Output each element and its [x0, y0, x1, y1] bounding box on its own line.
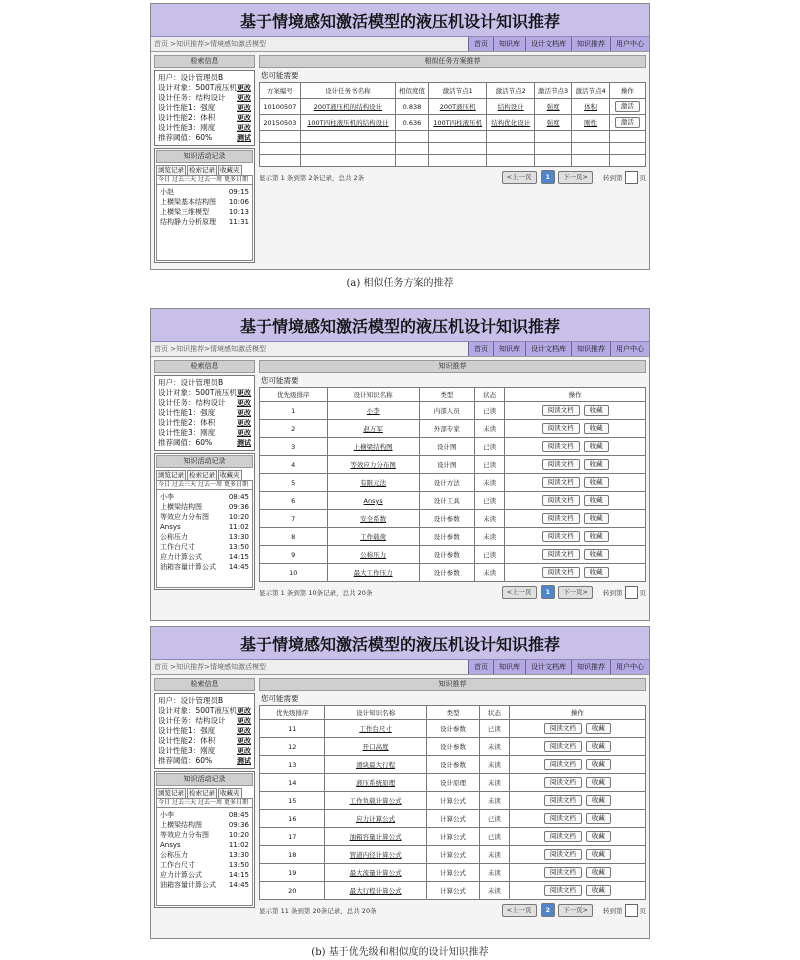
nav-design-docs[interactable]: 设计文档库 — [525, 37, 571, 51]
filter-week[interactable]: 过去一周 — [198, 481, 223, 488]
filter-more[interactable]: 更多日期 — [224, 481, 249, 488]
table-row: 14 液压系统原理 设计原理 未读 阅读文档 收藏 — [260, 774, 646, 792]
pagination-info: 显示第 1 条到第 10条记录，总共 20条 — [259, 588, 373, 597]
breadcrumb: 首页 >知识推荐>情境感知激活模型 — [154, 40, 266, 48]
list-item[interactable]: 油箱容量计算公式 14:45 — [160, 563, 249, 571]
section-header: 知识推荐 — [259, 360, 646, 373]
section-header: 知识推荐 — [259, 678, 646, 691]
activate-button[interactable]: 激活 — [615, 101, 640, 112]
table-row: 20150503 100T四柱液压机的结构设计 0.636 100T四柱液压机 结构优化设计 强度 刚性 激活 — [260, 115, 646, 131]
goto-page-input[interactable] — [625, 586, 638, 599]
tab-search[interactable]: 检索记录 — [189, 789, 215, 797]
read-doc-button[interactable]: 阅读文档 — [542, 549, 580, 560]
favorite-button[interactable]: 收藏 — [584, 441, 609, 452]
prev-page-button[interactable]: <上一页 — [502, 171, 537, 184]
table-row: 12 开口高度 设计参数 未读 阅读文档 收藏 — [260, 738, 646, 756]
maybe-need-label: 您可能需要 — [261, 376, 299, 385]
col-header: 激活节点2 — [487, 83, 534, 99]
activity-header: 知识活动记录 — [156, 773, 253, 786]
read-doc-button[interactable]: 阅读文档 — [542, 477, 580, 488]
favorite-button[interactable]: 收藏 — [586, 813, 611, 824]
table-row: 8 工作载荷 设计参数 未读 阅读文档 收藏 — [260, 528, 646, 546]
read-doc-button[interactable]: 阅读文档 — [542, 531, 580, 542]
change-link[interactable]: 更改 — [237, 737, 251, 745]
favorite-button[interactable]: 收藏 — [586, 849, 611, 860]
right-column — [259, 55, 646, 263]
prev-page-button[interactable]: <上一页 — [502, 586, 537, 599]
search-info-header: 检索信息 — [154, 678, 255, 691]
col-header: 状态 — [474, 388, 504, 402]
col-header: 状态 — [480, 706, 509, 720]
current-page[interactable]: 1 — [541, 170, 556, 184]
pagination — [259, 585, 646, 599]
favorite-button[interactable]: 收藏 — [586, 867, 611, 878]
read-doc-button[interactable]: 阅读文档 — [542, 459, 580, 470]
read-doc-button[interactable]: 阅读文档 — [542, 405, 580, 416]
left-column — [154, 678, 255, 917]
nav-bar — [151, 342, 649, 357]
info-label: 推荐阈值：60% — [158, 756, 213, 765]
activate-button[interactable]: 激活 — [615, 117, 640, 128]
change-link[interactable]: 更改 — [237, 409, 251, 417]
nav-user-center[interactable]: 用户中心 — [610, 37, 649, 51]
tab-browse[interactable]: 浏览记录 — [158, 166, 184, 174]
change-link[interactable]: 更改 — [237, 429, 251, 437]
list-item[interactable]: 应力计算公式 14:15 — [160, 553, 249, 561]
list-item[interactable]: 上横梁基本结构图 10:06 — [160, 198, 249, 206]
user-info-box — [154, 70, 255, 146]
user-name: 用户：设计管理员B — [158, 378, 224, 387]
pagination — [259, 170, 646, 184]
tab-browse[interactable]: 浏览记录 — [158, 471, 184, 479]
filter-3days[interactable]: 过去三天 — [172, 481, 197, 488]
maybe-need-label: 您可能需要 — [261, 694, 299, 703]
favorite-button[interactable]: 收藏 — [584, 549, 609, 560]
pagination-info: 显示第 1 条到第 2条记录，总共 2条 — [259, 173, 365, 182]
col-header: 激活节点1 — [428, 83, 487, 99]
table-row: 6 Ansys 设计工具 已读 阅读文档 收藏 — [260, 492, 646, 510]
next-page-button[interactable]: 下一页> — [558, 586, 593, 599]
change-link[interactable]: 更改 — [237, 104, 251, 112]
col-header: 激活节点4 — [572, 83, 609, 99]
info-label: 设计性能3：刚度 — [158, 746, 216, 755]
read-doc-button[interactable]: 阅读文档 — [544, 813, 582, 824]
test-link[interactable]: 测试 — [237, 134, 251, 142]
change-link[interactable]: 更改 — [237, 84, 251, 92]
read-doc-button[interactable]: 阅读文档 — [544, 831, 582, 842]
nav-buttons — [468, 660, 649, 674]
filter-week[interactable]: 过去一周 — [198, 799, 223, 806]
list-item[interactable]: 等效应力分布图 10:20 — [160, 513, 249, 521]
col-header: 设计知识名称 — [327, 388, 419, 402]
page-title: 基于情境感知激活模型的液压机设计知识推荐 — [151, 4, 649, 37]
pagination — [259, 903, 646, 917]
col-header: 设计知识名称 — [325, 706, 426, 720]
col-header: 类型 — [419, 388, 474, 402]
nav-bar — [151, 660, 649, 675]
table-row: 15 工作负载计算公式 计算公式 未读 阅读文档 收藏 — [260, 792, 646, 810]
table-row: 4 等效应力分布图 设计图 已读 阅读文档 收藏 — [260, 456, 646, 474]
table-row: 10 最大工作压力 设计参数 未读 阅读文档 收藏 — [260, 564, 646, 582]
time-filter — [156, 798, 253, 808]
favorite-button[interactable]: 收藏 — [584, 567, 609, 578]
read-doc-button[interactable]: 阅读文档 — [542, 495, 580, 506]
current-page[interactable]: 1 — [541, 585, 556, 599]
filter-3days[interactable]: 过去三天 — [172, 176, 197, 183]
read-doc-button[interactable]: 阅读文档 — [542, 567, 580, 578]
info-label: 设计性能1：强度 — [158, 103, 216, 112]
table-row: 16 应力计算公式 计算公式 已读 阅读文档 收藏 — [260, 810, 646, 828]
panel-knowledge-page1 — [150, 308, 650, 621]
tab-search[interactable]: 检索记录 — [189, 471, 215, 479]
change-link[interactable]: 更改 — [237, 124, 251, 132]
read-doc-button[interactable]: 阅读文档 — [544, 885, 582, 896]
right-column — [259, 678, 646, 917]
knowledge-table — [259, 387, 646, 582]
read-doc-button[interactable]: 阅读文档 — [544, 759, 582, 770]
tab-favorites[interactable]: 收藏夹 — [220, 789, 240, 797]
list-item[interactable]: 结构静力分析原理 11:31 — [160, 218, 249, 226]
pagination-info: 显示第 11 条到第 20条记录，总共 20条 — [259, 906, 377, 915]
nav-buttons — [468, 342, 649, 356]
nav-recommend[interactable]: 知识推荐 — [571, 660, 610, 674]
table-row: 2 赵万军 外部专家 未读 阅读文档 收藏 — [260, 420, 646, 438]
change-link[interactable]: 更改 — [237, 419, 251, 427]
knowledge-table — [259, 705, 646, 900]
list-item[interactable]: 上横梁结构图 09:36 — [160, 503, 249, 511]
list-item[interactable]: 油箱容量计算公式 14:45 — [160, 881, 249, 889]
nav-design-docs[interactable]: 设计文档库 — [525, 660, 571, 674]
list-item[interactable]: 公称压力 13:30 — [160, 533, 249, 541]
list-item[interactable]: 小李 08:45 — [160, 811, 249, 819]
info-label: 设计性能3：刚度 — [158, 428, 216, 437]
info-label: 设计性能3：刚度 — [158, 123, 216, 132]
list-item[interactable]: 上横梁三维模型 10:13 — [160, 208, 249, 216]
nav-home[interactable]: 首页 — [468, 660, 493, 674]
nav-home[interactable]: 首页 — [468, 342, 493, 356]
info-label: 设计任务：结构设计 — [158, 716, 226, 725]
change-link[interactable]: 更改 — [237, 399, 251, 407]
activity-header: 知识活动记录 — [156, 455, 253, 468]
col-header: 优先级排序 — [260, 388, 328, 402]
read-doc-button[interactable]: 阅读文档 — [542, 423, 580, 434]
info-label: 设计对象：500T液压机 — [158, 83, 237, 92]
caption-a: (a) 相似任务方案的推荐 — [346, 278, 454, 289]
info-label: 设计性能1：强度 — [158, 726, 216, 735]
filter-week[interactable]: 过去一周 — [198, 176, 223, 183]
goto-label: 转到第 — [603, 588, 623, 597]
list-item[interactable]: 小李 08:45 — [160, 493, 249, 501]
activity-box — [154, 453, 255, 590]
read-doc-button[interactable]: 阅读文档 — [542, 513, 580, 524]
read-doc-button[interactable]: 阅读文档 — [544, 777, 582, 788]
goto-suffix: 页 — [639, 588, 646, 597]
table-row: 13 滑块最大行程 设计参数 未读 阅读文档 收藏 — [260, 756, 646, 774]
table-row: 5 有限元法 设计方法 未读 阅读文档 收藏 — [260, 474, 646, 492]
filter-more[interactable]: 更多日期 — [224, 799, 249, 806]
favorite-button[interactable]: 收藏 — [586, 759, 611, 770]
info-label: 设计性能2：体积 — [158, 418, 216, 427]
favorite-button[interactable]: 收藏 — [586, 741, 611, 752]
favorite-button[interactable]: 收藏 — [586, 723, 611, 734]
nav-home[interactable]: 首页 — [468, 37, 493, 51]
change-link[interactable]: 更改 — [237, 747, 251, 755]
read-doc-button[interactable]: 阅读文档 — [544, 723, 582, 734]
change-link[interactable]: 更改 — [237, 389, 251, 397]
next-page-button[interactable]: 下一页> — [558, 904, 593, 917]
tab-favorites[interactable]: 收藏夹 — [220, 166, 240, 174]
info-label: 设计对象：500T液压机 — [158, 706, 237, 715]
time-filter — [156, 175, 253, 185]
tab-browse[interactable]: 浏览记录 — [158, 789, 184, 797]
favorite-button[interactable]: 收藏 — [584, 477, 609, 488]
table-row: 17 油箱容量计算公式 计算公式 已读 阅读文档 收藏 — [260, 828, 646, 846]
user-info-box — [154, 693, 255, 769]
page-title: 基于情境感知激活模型的液压机设计知识推荐 — [151, 309, 649, 342]
favorite-button[interactable]: 收藏 — [586, 795, 611, 806]
breadcrumb: 首页 >知识推荐>情境感知激活模型 — [154, 663, 266, 671]
read-doc-button[interactable]: 阅读文档 — [542, 441, 580, 452]
info-label: 推荐阈值：60% — [158, 133, 213, 142]
activity-header: 知识活动记录 — [156, 150, 253, 163]
list-item[interactable]: Ansys 11:02 — [160, 523, 249, 531]
activity-box — [154, 771, 255, 908]
nav-buttons — [468, 37, 649, 51]
task-table — [259, 82, 646, 167]
change-link[interactable]: 更改 — [237, 114, 251, 122]
col-header: 相似度值 — [396, 83, 429, 99]
change-link[interactable]: 更改 — [237, 717, 251, 725]
change-link[interactable]: 更改 — [237, 707, 251, 715]
right-column — [259, 360, 646, 599]
col-header: 操作 — [509, 706, 645, 720]
read-doc-button[interactable]: 阅读文档 — [544, 849, 582, 860]
list-item[interactable]: 工作台尺寸 13:50 — [160, 861, 249, 869]
favorite-button[interactable]: 收藏 — [586, 885, 611, 896]
read-doc-button[interactable]: 阅读文档 — [544, 867, 582, 878]
col-header: 优先级排序 — [260, 706, 325, 720]
section-header: 相似任务方案推荐 — [259, 55, 646, 68]
favorite-button[interactable]: 收藏 — [584, 459, 609, 470]
activity-box — [154, 148, 255, 263]
filter-3days[interactable]: 过去三天 — [172, 799, 197, 806]
favorite-button[interactable]: 收藏 — [584, 423, 609, 434]
goto-label: 转到第 — [603, 906, 623, 915]
activity-list — [156, 490, 253, 588]
table-row: 20 最大行程计算公式 计算公式 未读 阅读文档 收藏 — [260, 882, 646, 900]
list-item[interactable]: 公称压力 13:30 — [160, 851, 249, 859]
info-label: 设计任务：结构设计 — [158, 398, 226, 407]
read-doc-button[interactable]: 阅读文档 — [544, 741, 582, 752]
tab-favorites[interactable]: 收藏夹 — [220, 471, 240, 479]
info-label: 设计性能1：强度 — [158, 408, 216, 417]
table-row: 10100507 200T液压机的结构设计 0.838 200T液压机 结构设计 强度 体积 激活 — [260, 99, 646, 115]
favorite-button[interactable]: 收藏 — [584, 531, 609, 542]
list-item[interactable]: Ansys 11:02 — [160, 841, 249, 849]
table-row: 11 工作台尺寸 设计参数 已读 阅读文档 收藏 — [260, 720, 646, 738]
nav-knowledge-base[interactable]: 知识库 — [493, 342, 525, 356]
left-column — [154, 360, 255, 599]
panel-knowledge-page2 — [150, 626, 650, 939]
list-item[interactable]: 上横梁结构图 09:36 — [160, 821, 249, 829]
goto-suffix: 页 — [639, 906, 646, 915]
read-doc-button[interactable]: 阅读文档 — [544, 795, 582, 806]
table-row: 19 最大流量计算公式 计算公式 未读 阅读文档 收藏 — [260, 864, 646, 882]
page-title: 基于情境感知激活模型的液压机设计知识推荐 — [151, 627, 649, 660]
goto-page-input[interactable] — [625, 171, 638, 184]
test-link[interactable]: 测试 — [237, 439, 251, 447]
next-page-button[interactable]: 下一页> — [558, 171, 593, 184]
goto-page-input[interactable] — [625, 904, 638, 917]
list-item[interactable]: 小赵 09:15 — [160, 188, 249, 196]
caption-b: (b) 基于优先级和相似度的设计知识推荐 — [311, 947, 489, 958]
list-item[interactable]: 工作台尺寸 13:50 — [160, 543, 249, 551]
favorite-button[interactable]: 收藏 — [584, 405, 609, 416]
info-label: 推荐阈值：60% — [158, 438, 213, 447]
goto-label: 转到第 — [603, 173, 623, 182]
filter-today[interactable]: 今日 — [158, 481, 171, 488]
filter-today[interactable]: 今日 — [158, 799, 171, 806]
list-item[interactable]: 等效应力分布图 10:20 — [160, 831, 249, 839]
change-link[interactable]: 更改 — [237, 727, 251, 735]
nav-user-center[interactable]: 用户中心 — [610, 342, 649, 356]
info-label: 设计性能2：体积 — [158, 736, 216, 745]
time-filter — [156, 480, 253, 490]
info-label: 设计对象：500T液压机 — [158, 388, 237, 397]
nav-recommend[interactable]: 知识推荐 — [571, 37, 610, 51]
list-item[interactable]: 应力计算公式 14:15 — [160, 871, 249, 879]
search-info-header: 检索信息 — [154, 55, 255, 68]
maybe-need-label: 您可能需要 — [261, 71, 299, 80]
change-link[interactable]: 更改 — [237, 94, 251, 102]
nav-bar — [151, 37, 649, 52]
table-row: 7 安全系数 设计参数 未读 阅读文档 收藏 — [260, 510, 646, 528]
table-row: 3 上横梁结构图 设计图 已读 阅读文档 收藏 — [260, 438, 646, 456]
col-header: 操作 — [505, 388, 646, 402]
nav-knowledge-base[interactable]: 知识库 — [493, 37, 525, 51]
activity-list — [156, 185, 253, 261]
col-header: 激活节点3 — [534, 83, 571, 99]
activity-list — [156, 808, 253, 906]
user-name: 用户：设计管理员B — [158, 696, 224, 705]
prev-page-button[interactable]: <上一页 — [502, 904, 537, 917]
filter-today[interactable]: 今日 — [158, 176, 171, 183]
favorite-button[interactable]: 收藏 — [586, 831, 611, 842]
info-label: 设计任务：结构设计 — [158, 93, 226, 102]
nav-knowledge-base[interactable]: 知识库 — [493, 660, 525, 674]
table-row: 18 管道内径计算公式 计算公式 未读 阅读文档 收藏 — [260, 846, 646, 864]
filter-more[interactable]: 更多日期 — [224, 176, 249, 183]
user-info-box — [154, 375, 255, 451]
nav-user-center[interactable]: 用户中心 — [610, 660, 649, 674]
left-column — [154, 55, 255, 263]
user-name: 用户：设计管理员B — [158, 73, 224, 82]
test-link[interactable]: 测试 — [237, 757, 251, 765]
tab-search[interactable]: 检索记录 — [189, 166, 215, 174]
table-row: 9 公称压力 设计参数 已读 阅读文档 收藏 — [260, 546, 646, 564]
col-header: 设计任务书名称 — [300, 83, 395, 99]
search-info-header: 检索信息 — [154, 360, 255, 373]
col-header: 操作 — [609, 83, 645, 99]
favorite-button[interactable]: 收藏 — [586, 777, 611, 788]
col-header: 类型 — [426, 706, 479, 720]
current-page[interactable]: 2 — [541, 903, 556, 917]
nav-design-docs[interactable]: 设计文档库 — [525, 342, 571, 356]
favorite-button[interactable]: 收藏 — [584, 513, 609, 524]
panel-task-recommendation — [150, 3, 650, 270]
col-header: 方案编号 — [260, 83, 301, 99]
nav-recommend[interactable]: 知识推荐 — [571, 342, 610, 356]
favorite-button[interactable]: 收藏 — [584, 495, 609, 506]
info-label: 设计性能2：体积 — [158, 113, 216, 122]
goto-suffix: 页 — [639, 173, 646, 182]
table-row: 1 小李 内部人员 已读 阅读文档 收藏 — [260, 402, 646, 420]
breadcrumb: 首页 >知识推荐>情境感知激活模型 — [154, 345, 266, 353]
